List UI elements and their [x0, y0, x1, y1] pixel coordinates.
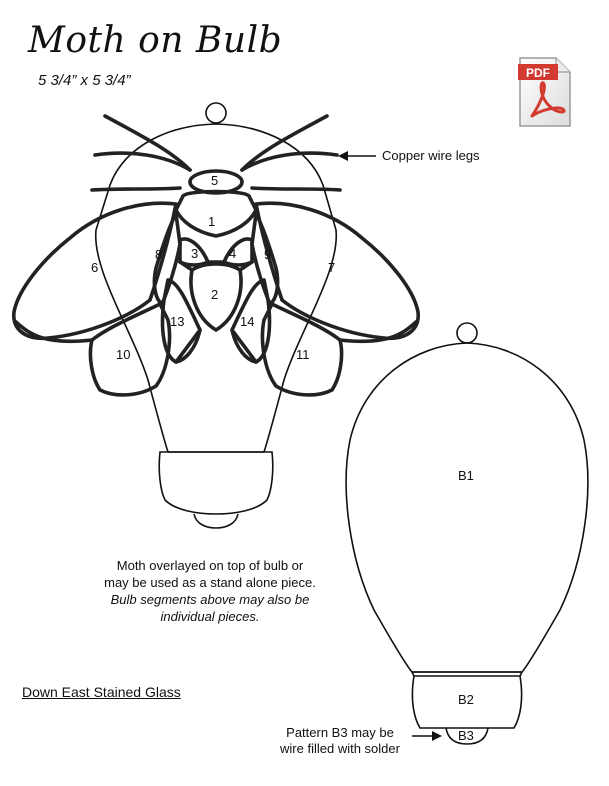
piece-1: 1	[208, 214, 216, 229]
piece-7: 7	[328, 260, 336, 275]
note-line-4: individual pieces.	[160, 609, 260, 624]
piece-b1: B1	[458, 468, 474, 483]
piece-5: 5	[211, 173, 219, 188]
usage-notes	[18, 557, 402, 625]
pattern-size: 5 3/4” x 5 3/4”	[38, 72, 131, 89]
b3-arrow	[412, 731, 442, 741]
right-bulb	[346, 323, 588, 744]
piece-10: 10	[116, 347, 131, 362]
company-link[interactable]: Down East Stained Glass	[22, 684, 181, 700]
piece-2: 2	[211, 287, 219, 302]
moth-leads	[14, 116, 418, 395]
note-line-1: Moth overlayed on top of bulb or	[116, 558, 304, 573]
piece-9: 9	[264, 247, 272, 262]
note-line-3: Bulb segments above may also be	[110, 592, 310, 607]
piece-b2: B2	[458, 692, 474, 707]
copper-wire-label: Copper wire legs	[382, 148, 480, 163]
piece-3: 3	[191, 246, 199, 261]
note-line-2: may be used as a stand alone piece.	[104, 575, 316, 590]
pattern-title: Moth on Bulb	[28, 20, 283, 61]
piece-4: 4	[229, 246, 237, 261]
piece-6: 6	[91, 260, 99, 275]
piece-b3: B3	[458, 728, 474, 743]
b3-note: Pattern B3 may be wire filled with solder	[280, 725, 400, 756]
piece-8: 8	[155, 247, 163, 262]
copper-wire-arrow	[338, 151, 376, 161]
piece-14: 14	[240, 314, 255, 329]
piece-11: 11	[296, 347, 310, 362]
pdf-label: PDF	[526, 66, 550, 80]
piece-13: 13	[170, 314, 185, 329]
